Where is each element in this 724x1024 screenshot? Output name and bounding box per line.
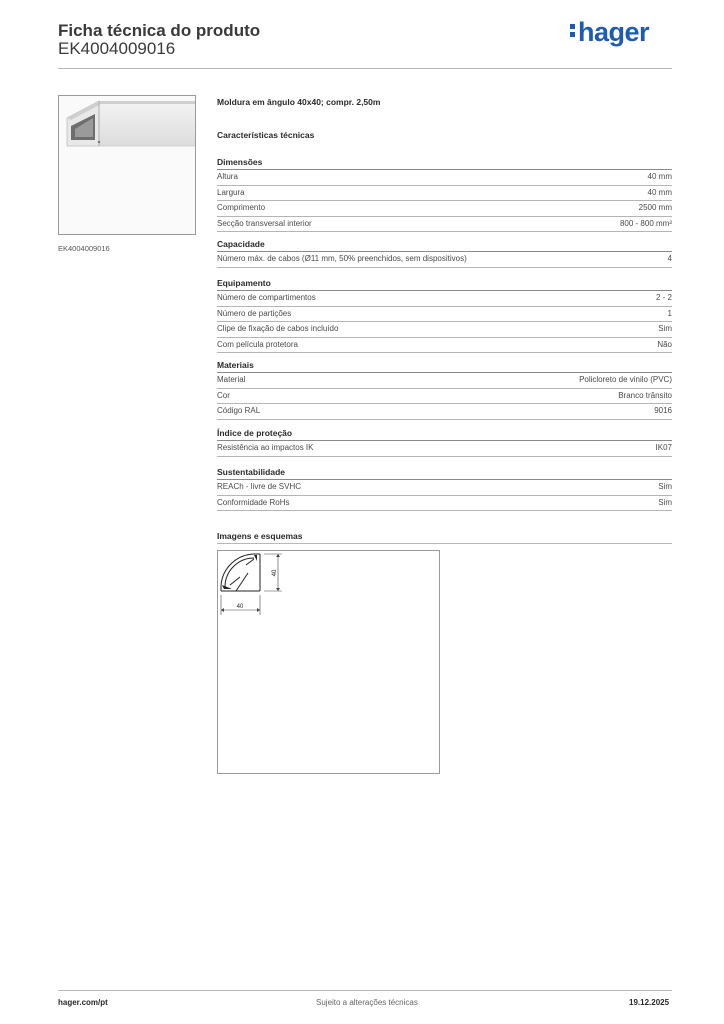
spec-row: [217, 322, 672, 338]
spec-label: Largura: [217, 187, 245, 197]
spec-value: Policloreto de vinilo (PVC): [579, 375, 672, 384]
group-title: Materiais: [217, 359, 672, 373]
images-section-divider: [217, 543, 672, 544]
spec-row: [217, 291, 672, 307]
spec-row: [217, 338, 672, 354]
spec-row: [217, 201, 672, 217]
spec-row: [217, 480, 672, 496]
group-dimensions: [217, 156, 672, 232]
group-protection-index: [217, 427, 672, 457]
spec-value: 4: [667, 254, 672, 263]
spec-value: 9016: [654, 406, 672, 415]
spec-label: REACh - livre de SVHC: [217, 482, 302, 491]
dimension-width-label: 40: [236, 604, 244, 610]
spec-label: Resistência ao impactos IK: [217, 443, 314, 452]
group-sustainability: [217, 466, 672, 511]
footer-website: hager.com/pt: [58, 998, 108, 1007]
spec-row: [217, 217, 672, 233]
spec-row: [217, 441, 672, 457]
technical-characteristics-title: Características técnicas: [217, 130, 315, 140]
group-title: Índice de proteção: [217, 427, 672, 441]
spec-value: Branco trânsito: [618, 390, 672, 400]
spec-label: Com película protetora: [217, 339, 298, 349]
footer-notice: Sujeito a alterações técnicas: [316, 998, 418, 1007]
product-image-caption: EK4004009016: [58, 244, 110, 253]
spec-label: Material: [217, 375, 246, 384]
spec-label: Secção transversal interior: [217, 218, 312, 228]
spec-label: Código RAL: [217, 406, 261, 415]
spec-value: 2 - 2: [655, 293, 672, 302]
spec-value: 1: [667, 308, 672, 318]
spec-row: [217, 186, 672, 202]
spec-label: Clipe de fixação de cabos incluído: [217, 324, 339, 333]
spec-row: [217, 496, 672, 512]
spec-label: Número de partições: [217, 308, 292, 318]
spec-value: 800 - 800 mm²: [619, 218, 672, 228]
cross-section-drawing: [217, 550, 440, 774]
images-section-title: Imagens e esquemas: [217, 531, 303, 541]
group-title: Sustentabilidade: [217, 466, 672, 480]
spec-value: Sim: [658, 497, 672, 507]
product-name: Moldura em ângulo 40x40; compr. 2,50m: [217, 97, 381, 107]
hager-logo: [570, 17, 649, 48]
spec-value: 40 mm: [647, 187, 672, 197]
group-equipment: [217, 277, 672, 353]
spec-label: Cor: [217, 390, 230, 400]
trunking-photo-icon: [59, 96, 195, 234]
spec-row: [217, 404, 672, 420]
spec-label: Número máx. de cabos (Ø11 mm, 50% preenchidos, sem dispositivos): [217, 254, 467, 263]
header-divider: [58, 68, 672, 69]
spec-row: [217, 373, 672, 389]
group-capacity: [217, 238, 672, 268]
spec-label: Altura: [217, 172, 238, 181]
spec-row: [217, 307, 672, 323]
spec-row: [217, 252, 672, 268]
footer-divider: [58, 990, 672, 991]
logo-dots-icon: [570, 21, 576, 40]
product-code: EK4004009016: [58, 39, 176, 58]
group-title: Dimensões: [217, 156, 672, 170]
spec-value: 2500 mm: [638, 203, 672, 212]
footer-date: 19.12.2025: [629, 998, 670, 1007]
logo-text: hager: [578, 17, 650, 47]
spec-value: Não: [657, 339, 672, 349]
group-materials: [217, 359, 672, 420]
cross-section-icon: [218, 551, 439, 773]
spec-row: [217, 389, 672, 405]
spec-value: Sim: [658, 482, 672, 491]
spec-value: Sim: [658, 324, 672, 333]
dimension-height-label: 40: [272, 569, 278, 577]
spec-value: 40 mm: [647, 172, 672, 181]
spec-label: Número de compartimentos: [217, 293, 316, 302]
group-title: Equipamento: [217, 277, 672, 291]
spec-label: Conformidade RoHs: [217, 497, 290, 507]
spec-value: IK07: [655, 443, 672, 452]
spec-row: [217, 170, 672, 186]
group-title: Capacidade: [217, 238, 672, 252]
page-title: Ficha técnica do produto: [58, 21, 261, 40]
product-image: [58, 95, 196, 235]
spec-label: Comprimento: [217, 203, 266, 212]
